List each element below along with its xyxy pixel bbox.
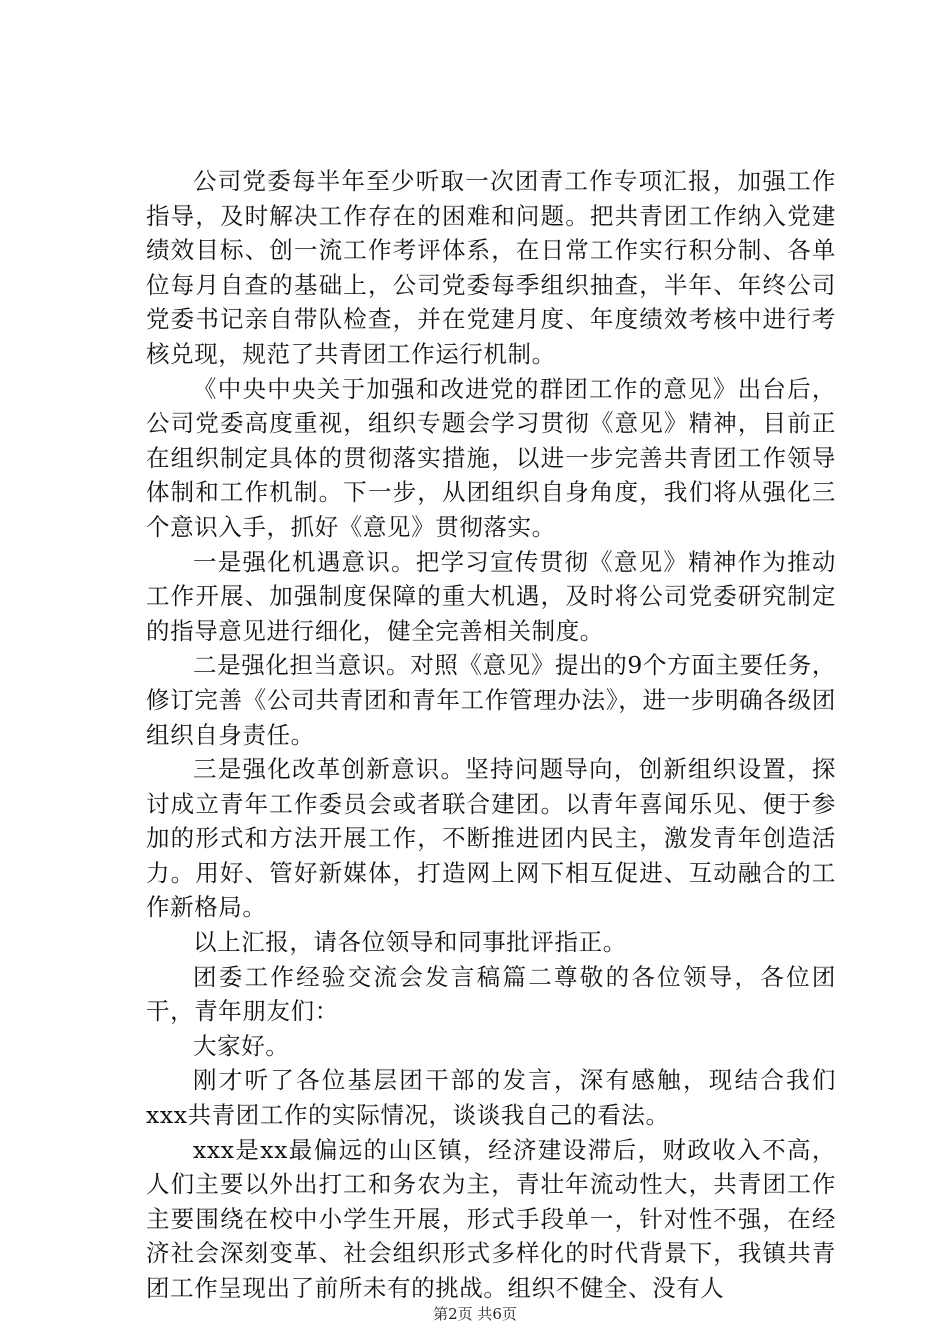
paragraph: 三是强化改革创新意识。坚持问题导向，创新组织设置，探讨成立青年工作委员会或者联合建团。以青年喜闻乐见、便于参加的形式和方法开展工作，不断推进团内民主，激发青年创造活力。用好、管好新媒体，打造网上网下相互促进、互动融合的工作新格局。 [146, 755, 836, 922]
paragraph: 团委工作经验交流会发言稿篇二尊敬的各位领导，各位团干，青年朋友们： [146, 962, 836, 1026]
paragraph: 《中央中央关于加强和改进党的群团工作的意见》出台后，公司党委高度重视，组织专题会学习贯彻《意见》精神，目前正在组织制定具体的贯彻落实措施，以进一步完善共青团工作领导体制和工作机制。下一步，从团组织自身角度，我们将从强化三个意识入手，抓好《意见》贯彻落实。 [146, 374, 836, 541]
paragraph: 刚才听了各位基层团干部的发言，深有感触，现结合我们xxx共青团工作的实际情况，谈谈我自己的看法。 [146, 1066, 836, 1130]
paragraph: 公司党委每半年至少听取一次团青工作专项汇报，加强工作指导，及时解决工作存在的困难和问题。把共青团工作纳入党建绩效目标、创一流工作考评体系，在日常工作实行积分制、各单位每月自查的基础上，公司党委每季组织抽查，半年、年终公司党委书记亲自带队检查，并在党建月度、年度绩效考核中进行考核兑现，规范了共青团工作运行机制。 [146, 167, 836, 368]
document-body [146, 164, 836, 1306]
paragraph: xxx是xx最偏远的山区镇，经济建设滞后，财政收入不高，人们主要以外出打工和务农为主，青壮年流动性大，共青团工作主要围绕在校中小学生开展，形式手段单一，针对性不强，在经济社会深刻变革、社会组织形式多样化的时代背景下，我镇共青团工作呈现出了前所未有的挑战。组织不健全、没有人 [146, 1135, 836, 1302]
paragraph: 二是强化担当意识。对照《意见》提出的9个方面主要任务，修订完善《公司共青团和青年工作管理办法》，进一步明确各级团组织自身责任。 [146, 651, 836, 749]
paragraph: 一是强化机遇意识。把学习宣传贯彻《意见》精神作为推动工作开展、加强制度保障的重大机遇，及时将公司党委研究制定的指导意见进行细化，健全完善相关制度。 [146, 547, 836, 645]
paragraph: 大家好。 [193, 1031, 290, 1060]
page-number-footer: 第2页 共6页 [433, 1305, 517, 1323]
paragraph: 以上汇报，请各位领导和同事批评指正。 [193, 928, 627, 957]
